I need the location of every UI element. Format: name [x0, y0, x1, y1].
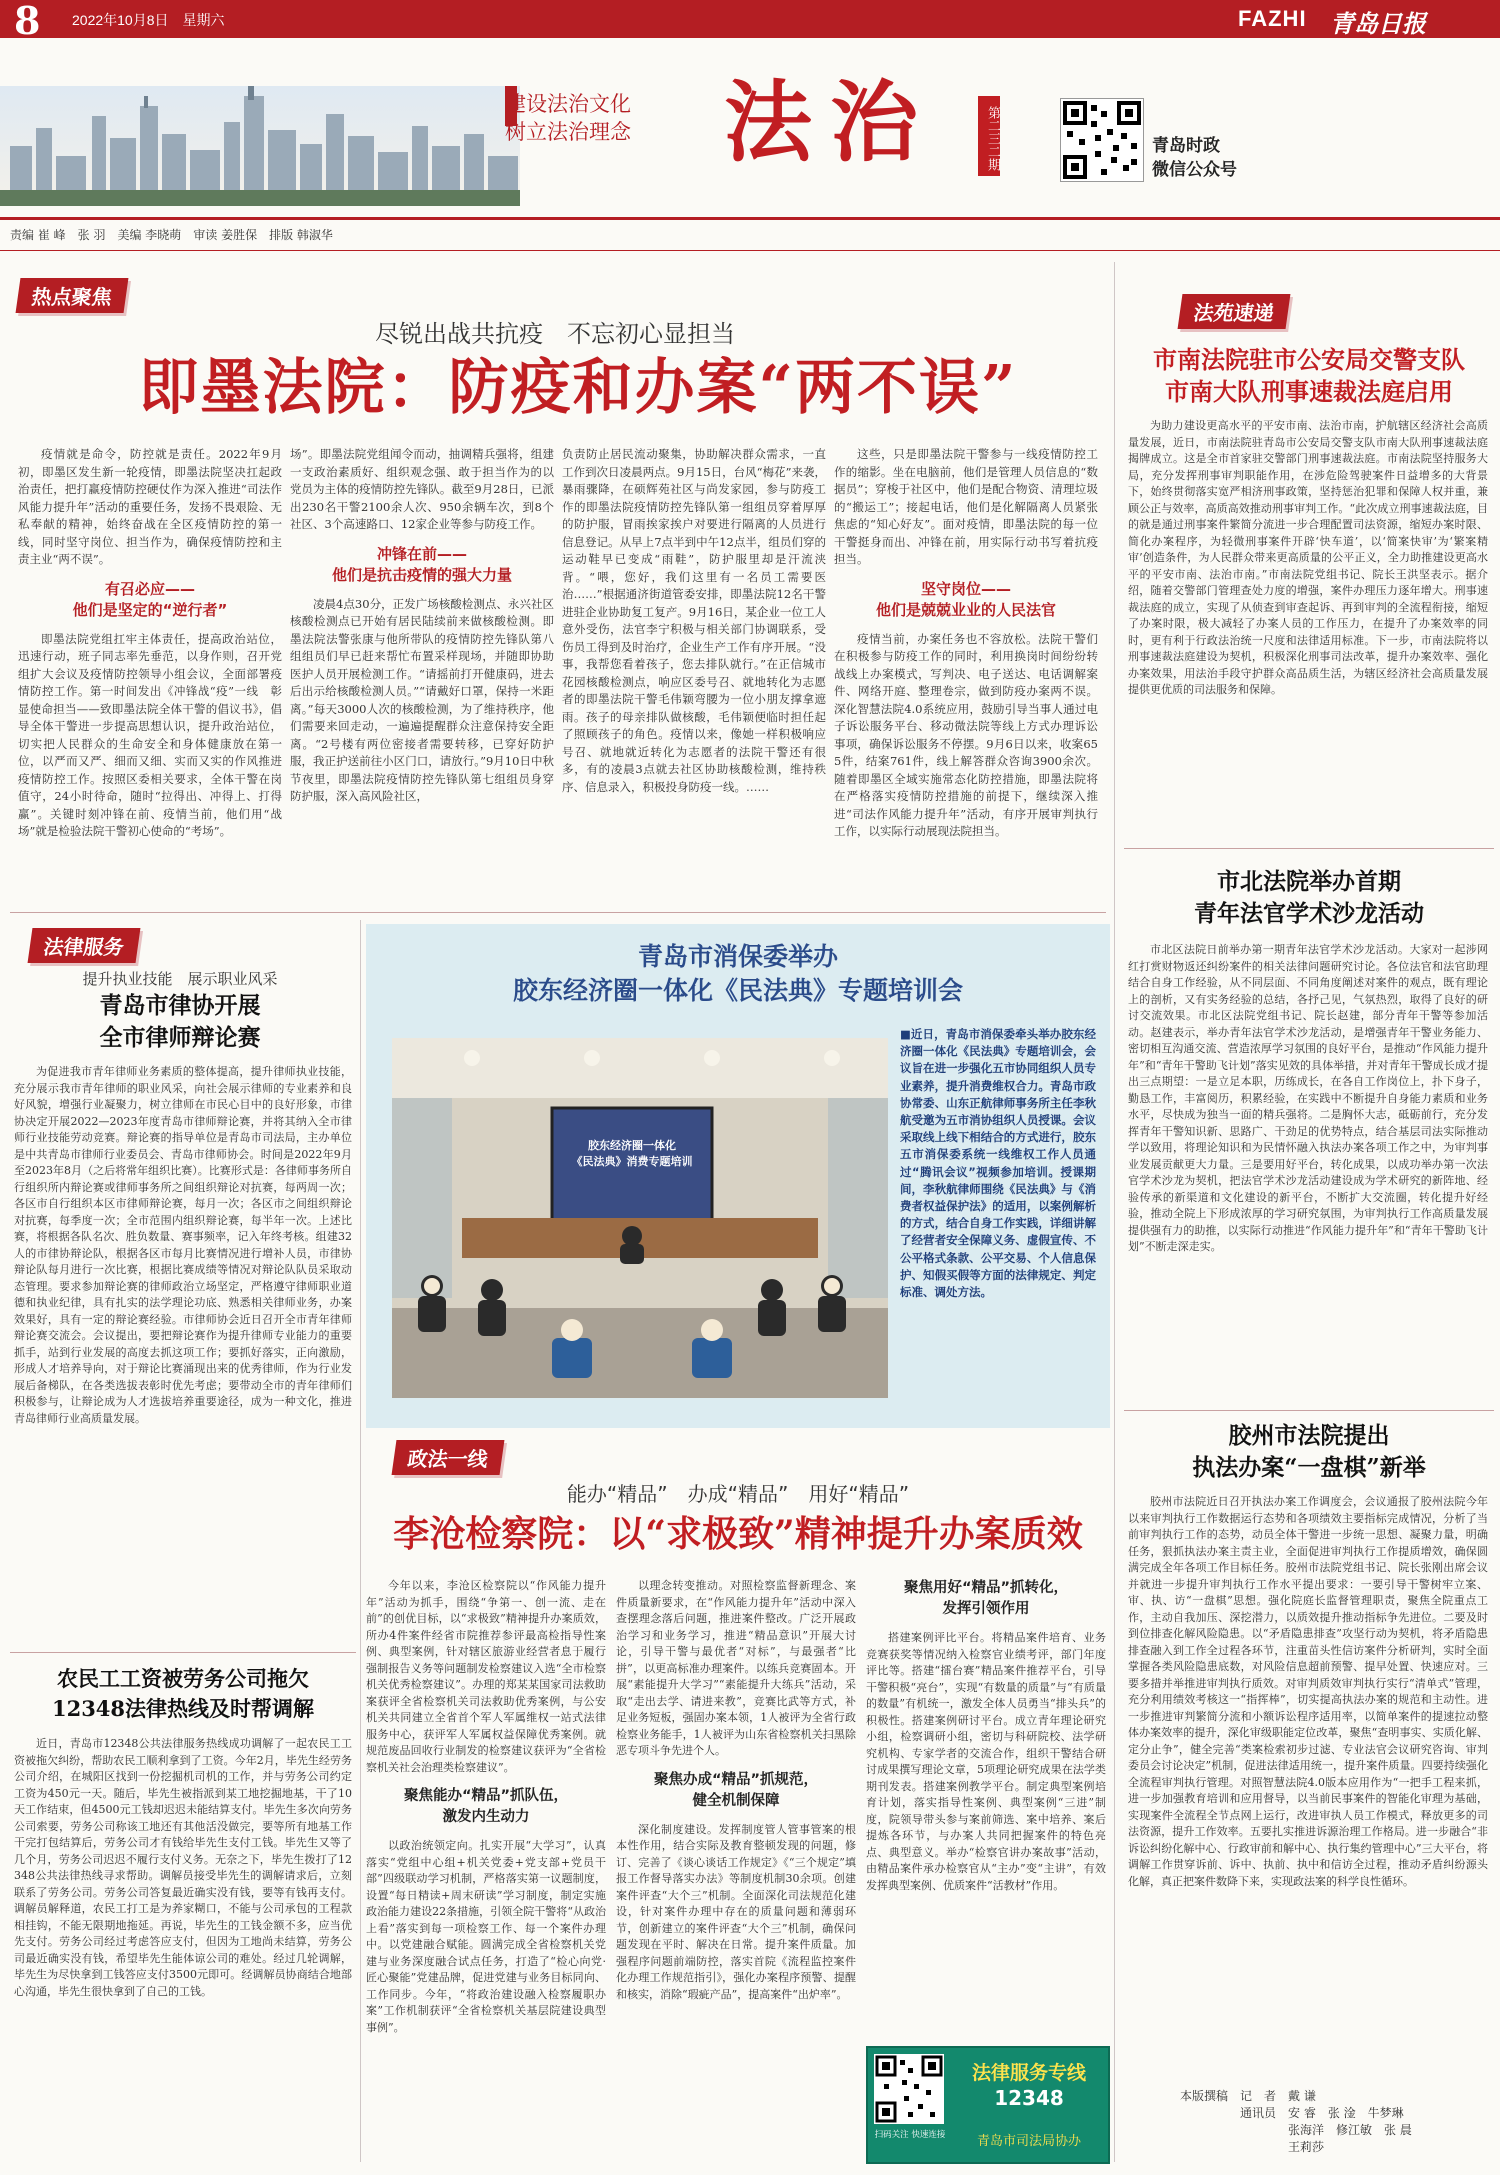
qr-label [1152, 134, 1237, 182]
shibei-body-text: 市北区法院日前举办第一期青年法官学术沙龙活动。大家对一起涉网红打赏财物返还纠纷案件的相关法律问题研究讨论。各位法官和法官助理结合自身工作经验，从不同层面、不同角度阐述对案件的观点，既有理论上的剖析，又有实务经验的总结，各抒己见，气氛热烈，取得了良好的研讨交流效果。市北区法院党组书记、院长赵建，部分青年干警等参加活动。赵建表示，举办青年法官学术沙龙活动，是增强青年干警业务能力、密切相互沟通交流、营造浓厚学习氛围的良好平台，是推动“作风能力提升年”和“青年干警助飞计划”落实见效的具体举措，并对青年干警成长成才提出三点期望：一是立足本职，历练成长，在各自工作岗位上，扑下身子，勤恳工作，丰富阅历，积累经验，在实践中不断提升自身能力素质和业务水平，尽快成为独当一面的精兵强将。二是胸怀大志，砥砺前行，充分发挥青年干警知识新、思路广、干劲足的优势特点，结合基层司法实际推动学以致用，将理论知识和为民情怀融入执法办案各项工作之中，为审判事业发展贡献更大力量。三是要用好平台，转化成果，以成功举办第一次法官学术沙龙为契机，把法官学术沙龙活动建设成为学术研究的新阵地、经验传承的新渠道和文化建设的新平台，不断扩大交流圈，转化提升好经验，推动全院上下形成浓厚的学习研究氛围，为审判执行工作高质量发展提供强有力的助推，以实际行动推进“作风能力提升年”和“青年干警助飞计划”不断走深走实。 [1128, 943, 1488, 1253]
main-col-1-body: 即墨法院党组扛牢主体责任，提高政治站位，迅速行动，班子同志率先垂范，以身作则，召开党组扩大会议及疫情防控领导小组会议，全面部署疫情防控工作。第一时间发出《冲锋战“疫”一线 彰显使命担当——致即墨法院全体干警的倡议书》，倡导全体干警进一步提高思想认识，提升政治站位，切实把人民群众的生命安全和身体健康放在第一位，以严而又严、细而又细、实而又实的作风推进疫情防控工作。按照区委相关要求，全体干警在岗值守，24小时待命，随时“拉得出、冲得上、打得赢”。关键时刻冲锋在前、疫情当前，他们用“战场”就是检验法院干警初心使命的“考场”。 [18, 631, 282, 838]
training-photo [392, 1038, 888, 1398]
jiaozhou-headline: 胶州市法院提出 执法办案“一盘棋”新举 [1192, 1422, 1426, 1481]
ad-qr-code-icon[interactable] [874, 2054, 944, 2124]
licang-col-1-lead: 今年以来，李沧区检察院以“作风能力提升年”活动为抓手，围绕“争第一、创一流、走在前”的创优目标，以“求极致”精神提升办案质效，所办4件案件经省市院推荐参评最高检指导性案例、典型案例，针对辖区旅游业经营者息于履行强制报告义务等问题制发检察建议入选“全市检察机关优秀检察建议”。办理的郑某某国家司法救助案获评全省检察机关司法救助优秀案例，与公安机关共同建立全省首个军人军属维权一站式法律服务中心，获评军人军属权益保障优秀案例。就规范废品回收行业制发的检察建议获评为“全省检察机关社会治理类检察建议”。 [366, 1579, 606, 1774]
qr-code-icon[interactable] [1060, 98, 1144, 182]
left-divider [10, 1652, 356, 1653]
licang-kicker: 能办“精品” 办成“精品” 用好“精品” [566, 1482, 910, 1506]
masthead-rule [0, 217, 1500, 220]
section-tag-frontline: 政法一线 [392, 1440, 505, 1475]
section-tag-legal-service: 法律服务 [28, 928, 141, 963]
right-column-divider [1114, 262, 1115, 2162]
page-header-bar [0, 0, 1500, 43]
licang-headline: 李沧检察院：以“求极致”精神提升办案质效 [393, 1513, 1083, 1555]
legal-hotline-ad[interactable] [866, 2046, 1110, 2164]
newspaper-logo: 青岛日报 [1330, 9, 1426, 38]
main-kicker: 尽锐出战共抗疫 不忘初心显担当 [375, 320, 735, 348]
slogan-line-1: 建设法治文化 [505, 92, 631, 116]
slogan-line-2: 树立法治理念 [505, 120, 631, 144]
shibei-headline: 市北法院举办首期 青年法官学术沙龙活动 [1194, 868, 1424, 927]
page-number: 8 [14, 0, 41, 43]
main-col-4-lead: 这些，只是即墨法院干警参与一线疫情防控工作的缩影。坐在电脑前，他们是管理人员信息的“数据员”；穿梭于社区中，他们是配合物资、清理垃圾的“搬运工”；接起电话，他们是化解隔离人员紧张焦虑的“知心好友”。面对疫情，即墨法院的每一位干警挺身而出、冲锋在前，用实际行动书写着抗疫担当。 [834, 447, 1098, 566]
lawyers-kicker: 提升执业技能 展示职业风采 [82, 970, 278, 988]
issue-date: 2022年10月8日 星期六 [72, 12, 225, 28]
licang-col-3-body: 搭建案例评比平台。将精品案件培育、业务竞赛获奖等情况纳入检察官业绩考评，部门年度评比等。搭建“擂台赛”精品案件推荐平台，引导干警积极“亮台”，实现“有数量的质量”与“有质量的数量”有机统一，激发全体人员勇当“排头兵”的积极性。搭建案例研讨平台。成立青年理论研究小组，检察调研小组，密切与科研院校、法学研究机构、专家学者的交流合作，组织干警结合研讨成果撰写理论文章，5项理论研究成果在法学类期刊发表。搭建案例教学平台。制定典型案例培育计划，落实指导性案例、典型案例“三进”制度，院领导带头参与案前筛选、案中培养、案后提炼各环节，与办案人共同把握案件的特色亮点、典型意义。举办“检察官讲办案故事”活动，由精品案件承办检察官从“主办”变“主讲”，有效发挥典型案例、优质案件“活教材”作用。 [866, 1631, 1106, 1892]
main-col-2-lead: 场”。即墨法院党组闻令而动，抽调精兵强将，组建一支政治素质好、组织观念强、敢于担当作为的以党员为主体的疫情防控先锋队。截至9月28日，已派出230名干警2100余人次、950余辆车次，到8个社区、3个高速路口、12家企业等参与防疫工作。 [290, 447, 554, 531]
section-name-en: FAZHI [1238, 6, 1307, 31]
masthead-title: 法治 [724, 70, 937, 174]
licang-subhead-2: 聚焦办成“精品”抓规范， 健全机制保障 [653, 1771, 819, 1809]
lawyers-body-text: 为促进我市青年律师业务素质的整体提高，提升律师执业技能，充分展示我市青年律师的职业风采，向社会展示律师的专业素养和良好风貌，增强行业凝聚力，树立律师在市民心目中的良好形象，市律协决定开展2022—2023年度青岛市律师辩论赛，并将其纳入全市律师行业技能劳动竞赛。辩论赛的指导单位是青岛市司法局，主办单位是中共青岛市律师行业委员会、青岛市律师协会。时间是2022年9月至2023年8月（之后将常年组织比赛）。比赛形式是：各律师事务所自行组织所内辩论赛或律师事务所之间组织辩论对抗赛，每两周一次；各区市自行组织本区市律师辩论赛，每月一次；各区市之间组织辩论对抗赛，每季度一次；全市范围内组织辩论赛，每半年一次。上述比赛，将根据各队名次、胜负数量、赛事频率，记入年终考核。组建32人的市律协辩论队，根据各区市每月比赛情况进行增补人员，市律协辩论队每月进行一次比赛，根据比赛成绩等情况对辩论队队员采取动态管理。要求参加辩论赛的律师政治立场坚定，严格遵守律师职业道德和执业纪律，具有扎实的法学理论功底、熟悉相关律师业务，办案效果好，具有一定的辩论赛经验。市律师协会近日召开全市青年律师辩论赛交流会。会议提出，要把辩论赛作为提升律师专业能力的重要抓手，站到行业发展的高度去抓这项工作；要抓好落实，正向激励，形成人才培养导向，对于辩论比赛涌现出来的优秀律师，作为行业发展后备梯队，在各类选拔表彰时优先考虑；要带动全市的青年律师们积极参与，让辩论成为人才选拔培养重要途径，成为一种文化，推进青岛律师行业高质量发展。 [14, 1065, 352, 1425]
licang-col-2-body: 深化制度建设。发挥制度管人管事管案的根本性作用，结合实际及教育整顿发现的问题，修订、完善了《谈心谈话工作规定》《“三个规定”填报工作督导落实办法》等制度机制30余项。创建案件评查“大个三”机制。全面深化司法规范化建设，针对案件办理中存在的质量问题和薄弱环节，创新建立的案件评查“大个三”机制，确保问题发现在平时、解决在日常。提升案件质量。加强程序问题前端防控，落实首院《流程监控案件化办理工作规范指引》，强化办案程序预警、提醒和核实，消除“瑕疵产品”，提高案件“出炉率”。 [616, 1822, 856, 2001]
shibei-body [1128, 942, 1488, 1256]
right-divider-1 [1124, 848, 1494, 849]
ad-organizer: 青岛市司法局协办 [976, 2134, 1081, 2149]
licang-subhead-1: 聚焦能办“精品”抓队伍， 激发内生动力 [403, 1788, 569, 1825]
licang-col-3 [866, 1578, 1106, 1894]
main-col-2-body: 凌晨4点30分，正发广场核酸检测点、永兴社区核酸检测点已开始有居民陆续前来做核酸检测。即墨法院法警张康与他所带队的疫情防控先锋队第八组组员们早已赶来帮忙布置采样现场，并随即协助医护人员开展检测工作。“请摇前打开健康码，进去后出示给核酸检测人员。”“请戴好口罩，保持一米距离。”每天3000人次的核酸检测，为了维持秩序，他们需要来回走动，一遍遍提醒群众注意保持安全距离。“2号楼有两位密接者需要转移，已穿好防护服，我正护送前往小区门口，请放行。”9月10日中秋节夜里，即墨法院疫情防控先锋队第七组组员身穿防护服，深入高风险社区， [290, 596, 554, 803]
licang-subhead-3: 聚焦用好“精品”抓转化， 发挥引领作用 [903, 1580, 1069, 1617]
jiaozhou-body-text: 胶州市法院近日召开执法办案工作调度会，会议通报了胶州法院今年以来审判执行工作数据运行态势和各项绩效主要指标完成情况，分析了当前审判执行工作的态势，动员全体干警进一步统一思想、凝聚力量，明确任务，狠抓执法办案主责主业，全面促进审判执行工作提质增效，确保圆满完成全年各项工作目标任务。胶州市法院党组书记、院长张刚出席会议并就进一步提升审判执行工作水平提出要求：一要引导干警树牢立案、审、执、访“一盘棋”思想。强化院庭长监督管理职责，聚焦全院重点工作，主动自我加压、深挖潜力，以质效提升推动指标争先进位。二要及时到位排查化解风险隐患。以“矛盾隐患排查”攻坚行动为契机，将矛盾隐患排查融入到工作全过程各环节，注重苗头性信访案件分析研判，实时全面掌握各类风险隐患底数，对风险信息超前预警、提早处置、快速应对。三要多措并举推进审判执行质效。对审判质效审判执行实行“清单式”管理，充分利用绩效考核这一“指挥棒”，切实提高执法办案的规范和主动性。进一步推进审判繁简分流和小额诉讼程序适用率，以简单案件的提速拉动整体办案效率的提升，深化审级职能定位改革，聚焦“查明事实、实质化解、定分止争”，健全完善“类案检索初步过滤、专业法官会议研究咨询、审判委员会讨论决定”机制，促进法律适用统一，提升案件质量。四要持续强化全流程审判执行管理。对照智慧法院4.0版本应用作为“一把手工程来抓，进一步加强教育培训和应用督导，以当前民事案件的智能化审理为基础，实现案件全流程全节点网上运行，改进审执人员工作模式，释放更多的司法资源，提升工作效率。五要扎实推进诉源治理工作格局。进一步融合“非诉讼纠纷化解中心、行政审前和解中心、执行集约管理中心”三大平台，将调解工作贯穿诉前、诉中、执前、执中和信访全过程，推动矛盾纠纷源头化解，真正把案件数降下来，实现政法案的科学良性循环。 [1128, 1495, 1488, 1888]
main-subhead-2: 冲锋在前—— 他们是抗击疫情的强大力量 [331, 544, 512, 584]
lawyers-body [14, 1064, 352, 1427]
shinan-body-text: 为助力建设更高水平的平安市南、法治市南，护航辖区经济社会高质量发展，近日，市南法院驻青岛市公安局交警支队市南大队刑事速裁法庭揭牌成立。这是全市首家驻交警部门刑事速裁法庭。市南法院坚持服务大局，充分发挥刑事审判职能作用，在涉危险驾驶案件日益增多的大背景下，始终贯彻落实宽严相济刑事政策，坚持惩治犯罪和保障人权并重，兼顾公正与效率，高质高效推动刑事审判工作。“此次成立刑事速裁法庭，目的就是通过刑事案件繁简分流进一步合理配置司法资源，缩短办案时限、简化办案程序，为轻微刑事案件开辟‘快车道’，以‘简案快审’为‘繁案精审’创造条件，为人民群众带来更高质量的公平正义，全力助推建设更高水平的平安市南、法治市南。”市南法院党组书记、院长王洪坚表示。据介绍，随着交警部门管理查处力度的增强，案件办理压力逐年增大。刑事速裁法庭的成立，实现了从侦查到审查起诉、再到审判的全流程衔接，缩短了办案时限，极大减轻了办案人员的工作压力，在提升了办案效率的同时，更有利于行政法治统一尺度和法律适用标准。下一步，市南法院将以刑事速裁法庭建设为契机，积极深化刑事司法改革，提升办案效率、强化办案效果，用法治手段守护群众高品质生活，为辖区经济社会高质量发展提供更优质的司法服务和保障。 [1128, 419, 1488, 696]
licang-col-2-lead: 以理念转变推动。对照检察监督新理念、案件质量新要求，在“作风能力提升年”活动中深入查摆理念落后问题，推进案件整改。广泛开展政治学习和业务学习，推进“精品意识”开展大讨论，引导干警与最优者“对标”，与最强者“比拼”，以更高标准办理案件。以练兵竞赛固本。开展“素能提升大学习”“素能提升大练兵”活动，采取“走出去学、请进来教”，竞赛比武等方式，补足业务短板，强固办案本领，1人被评为全省行政检察业务能手，1人被评为山东省检察机关扫黑除恶专项斗争先进个人。 [616, 1579, 856, 1757]
main-col-1-lead: 疫情就是命令，防控就是责任。2022年9月初，即墨区发生新一轮疫情，即墨法院坚决扛起政治责任，把打赢疫情防控硬仗作为深入推进“司法作风能力提升年”活动的重要任务，发扬不畏艰险、无私奉献的精神，始终奋战在全区疫情防控的第一线，同时坚守岗位、担当作为，确保疫情防控和主责主业“两不误”。 [18, 447, 282, 566]
shinan-body [1128, 418, 1488, 699]
wage-body-text: 近日，青岛市12348公共法律服务热线成功调解了一起农民工工资被拖欠纠纷，帮助农民工顺利拿到了工资。今年2月，毕先生经劳务公司介绍，在城阳区找到一份挖掘机司机的工作，并与劳务公司约定工资为450元一天。随后，毕先生被指派到某工地挖掘地基，干了10天工作结束，但4500元工钱却迟迟未能结算支付。毕先生多次向劳务公司索要，劳务公司称该工地还有其他活没做完，要等所有地基工作干完打包结算后，劳务公司才有钱给毕先生支付工钱。毕先生又等了几个月，劳务公司迟迟不履行支付义务。无奈之下，毕先生拨打了12348公共法律热线寻求帮助。调解员接受毕先生的调解请求后，立刻联系了劳务公司。劳务公司答复最近确实没有钱，要等有钱再支付。调解员解释道，农民工打工是为养家糊口，不能与公司承包的工程款相挂钩，不能无限期地拖延。再说，毕先生的工钱金额不多，应当优先支付。劳务公司经过考虑答应支付，但因为工地尚未结算，劳务公司最近确实没有钱，希望毕先生能体谅公司的难处。经过几轮调解，毕先生为尽快拿到工钱答应支付3500元即可。经调解员协商结合地部心沟通，毕先生很快拿到了自己的工钱。 [14, 1737, 352, 1998]
credits-line: 责编 崔 峰 张 羽 美编 李晓萌 审读 姜胜保 排版 韩淑华 [10, 228, 333, 242]
issue-number: 第二三二期 [978, 96, 1000, 176]
main-col-3-text: 负责防止居民流动聚集，协助解决群众需求，一直工作到次日凌晨两点。9月15日，台风“梅花”来袭，暴雨骤降，在硕辉苑社区与尚发家园，参与防疫工作的即墨法院疫情防控先锋队第一组组员穿着厚厚的防护服，冒雨挨家挨户对要进行隔离的人员进行信息登记。从早上7点半到中午12点半，组员们穿的运动鞋早已变成“雨鞋”，防护服里却是汗流浃背。“喂，您好，我们这里有一名员工需要医治……”根据通济街道管委安排，即墨法院12名干警进驻企业协助复工复产。9月16日，某企业一位工人意外受伤，法官李宁积极与相关部门协调联系，受伤员工得到及时治疗，企业生产工作有序开展。“没事，我帮您看着孩子，您去排队就行。”在正信城市花园核酸检测点，响应区委号召、就地转化为志愿者的即墨法院干警毛伟颖弯腰为一位小朋友撑拿遮雨。孩子的母亲排队做核酸，毛伟颖便临时担任起了照顾孩子的角色。疫情以来，像她一样积极响应号召、就地就近转化为志愿者的法院干警还有很多，有的凌晨3点就去社区协助核酸检测，维持秩序、信息录入，积极投身防疫一线。…… [562, 447, 826, 794]
qr-label-2: 微信公众号 [1152, 160, 1237, 180]
mid-page-divider [10, 912, 1106, 913]
licang-col-2 [616, 1578, 856, 2003]
masthead-slogan [505, 90, 631, 146]
licang-col-1-body: 以政治统领定向。扎实开展“大学习”，认真落实“党组中心组+机关党委+党支部+党员干部”四级联动学习机制，严格落实第一议题制度，设置“每日精读+周末研读”学习制度，制定实施政治能力建设22条措施，引领全院干警将“从政治上看”落实到每一项检察工作、每一个案件办理中。以党建融合赋能。圆满完成全省检察机关党建与业务深度融合试点任务，打造了“检心向党·匠心聚能”党建品牌，促进党建与业务目标同向、工作同步。今年，“将政治建设融入检察履职办案”工作机制获评“全省检察机关基层院建设典型事例”。 [366, 1839, 606, 2034]
shinan-headline: 市南法院驻市公安局交警支队 市南大队刑事速裁法庭启用 [1153, 345, 1465, 406]
main-col-2 [290, 446, 554, 806]
main-headline: 即墨法院：防疫和办案“两不误” [138, 353, 1018, 423]
right-divider-2 [1124, 1410, 1494, 1411]
main-col-3 [562, 446, 826, 796]
licang-col-1 [366, 1578, 606, 2036]
ad-title: 法律服务专线 [971, 2062, 1086, 2084]
main-col-4-body: 疫情当前，办案任务也不容放松。法院干警们在积极参与防疫工作的同时，利用换岗时间纷纷转战线上办案模式，写判决、电子送达、电话调解案件、网络开庭、整理卷宗，做到防疫办案两不误。深化智慧法院4.0系统应用，鼓励引导当事人通过电子诉讼服务平台、移动微法院等线上方式办理诉讼事项，确保诉讼服务不停摆。9月6日以来，收案655件，结案761件，线上解答群众咨询3900余次。随着即墨区全域实施常态化防控措施，即墨法院将在严格落实疫情防控措施的前提下，继续深入推进“司法作风能力提升年”活动，有序开展审判执行工作，以实际行动展现法院担当。 [834, 631, 1098, 838]
main-col-4 [834, 446, 1098, 841]
qr-label-1: 青岛时政 [1152, 136, 1220, 156]
wage-body [14, 1736, 352, 2000]
left-column-divider [360, 920, 361, 2162]
main-col-1 [18, 446, 282, 841]
lawyers-headline: 青岛市律协开展 全市律师辩论赛 [99, 992, 261, 1051]
projector-screen-text: 胶东经济圈一体化 《民法典》消费专题培训 [571, 1139, 693, 1168]
wage-headline: 农民工工资被劳务公司拖欠 12348法律热线及时帮调解 [51, 1666, 315, 1721]
credits-rule [0, 250, 1500, 251]
staff-credits: 本版撰稿 记 者 戴 谦 通讯员 安 睿 张 淦 牛梦琳 张海洋 修江敏 张 晨 王莉莎 [1180, 2089, 1412, 2154]
consumer-training-body: ■近日，青岛市消保委牵头举办胶东经济圈一体化《民法典》专题培训会，会议旨在进一步强化五市协同组织人员专业素养，提升消费维权合力。青岛市政协常委、山东正航律师事务所主任李秋航受邀为五市消协组织人员授课。会议采取线上线下相结合的方式进行，胶东五市消保委系统一线维权工作人员通过“腾讯会议”视频参加培训。授课期间，李秋航律师围绕《民法典》与《消费者权益保护法》的适用，以案例解析的方式，结合自身工作实践，详细讲解了经营者安全保障义务、虚假宣传、不公平格式条款、公平交易、个人信息保护、知假买假等方面的法律规定、判定标准、调处方法。 [900, 1027, 1096, 1300]
ad-phone-number[interactable]: 12348 [994, 2086, 1064, 2110]
city-skyline-banner [0, 86, 520, 206]
jiaozhou-body [1128, 1494, 1488, 1890]
section-tag-hotspot: 热点聚焦 [16, 278, 129, 313]
main-subhead-4: 坚守岗位—— 他们是兢兢业业的人民法官 [875, 579, 1056, 619]
section-tag-court-express: 法苑速递 [1178, 294, 1291, 329]
ad-qr-label: 扫码关注 快速连接 [874, 2130, 946, 2140]
consumer-training-headline: 青岛市消保委举办 胶东经济圈一体化《民法典》专题培训会 [512, 942, 963, 1005]
main-subhead-1: 有召必应—— 他们是坚定的“逆行者” [72, 579, 228, 619]
